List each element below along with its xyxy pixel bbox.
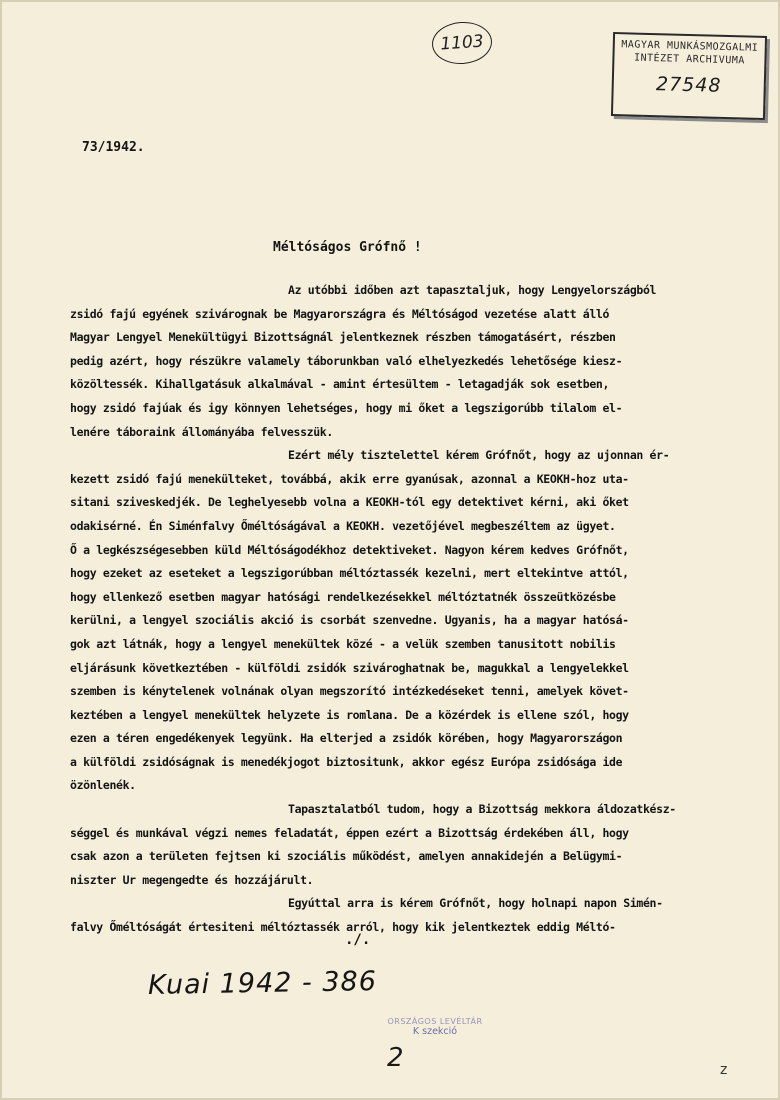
body-line: lenére táboraink állományába felvesszük. [70,424,333,439]
body-line: sitani sziveskedjék. De leghelyesebb volna a KEOKH-tól egy detektivet kérni, aki őket [70,495,629,510]
handwritten-page-number: 1103 [431,20,494,66]
body-line: hogy ezeket az eseteket a legszigorúbban méltóztassék kezelni, mert eltekintve attól, [70,566,629,581]
archive-stamp-box [611,32,767,120]
body-line: a külföldi zsidóságnak is menedékjogot biztositunk, akkor egész Európa zsidósága ide [70,754,623,769]
body-line: odakisérné. Én Siménfalvy Őméltóságával a KEOKH. vezetőjével megbeszéltem az ügyet. [70,518,616,533]
body-line: eljárásunk következtében - külföldi zsidók szivároghatnak be, magukkal a lengyelekkel [70,660,629,675]
body-line: falvy Őméltóságát értesiteni méltóztassék arról, hogy kik jelentkeztek eddig Méltó- [70,920,616,935]
body-line: Ezért mély tisztelettel kérem Grófnőt, hogy az ujonnan ér- [288,448,670,463]
body-line: közöltessék. Kihallgatásuk alkalmával - amint értesültem - letagadják sok esetben, [70,377,610,392]
body-line: Egyúttal arra is kérem Grófnőt, hogy holnapi napon Simén- [288,896,663,911]
handwritten-mark: z [720,1062,728,1078]
body-line: Tapasztalatból tudom, hogy a Bizottság mekkora áldozatkész- [288,802,676,817]
body-line: Az utóbbi időben azt tapasztaljuk, hogy Lengyelországból [288,283,657,297]
body-line: kerülni, a lengyel szociális akció is csorbát szenvedne. Ugyanis, ha a magyar hatósá- [70,613,629,628]
body-line: niszter Ur megengedte és hozzájárult. [70,872,314,887]
continuation-mark: ./. [345,932,371,948]
stamp-line-1: MAGYAR MUNKÁSMOZGALMI [621,39,759,54]
body-line: ezen a téren engedékenyek legyünk. Ha elterjed a zsidók körében, hogy Magyarországon [70,731,623,746]
body-line: zsidó fajú egyének szivárognak be Magyarországra és Méltóságod vezetése alatt álló [70,306,610,321]
body-line: pedig azért, hogy részükre valamely táborunkban való elhelyezkedés lehetősége kiesz- [70,353,623,368]
body-line: séggel és munkával végzi nemes feladatát, éppen ezért a Bizottság érdekében áll, hogy [70,825,629,840]
handwritten-sheet-number: 2 [387,1043,404,1073]
body-line: hogy zsidó fajúak és igy könnyen lehetséges, hogy mi őket a legszigorúbb tilalom el- [70,400,623,415]
body-line: hogy ellenkező esetben magyar hatósági rendelkezésekkel méltóztatnék összeütközésbe [70,589,616,604]
salutation: Méltóságos Grófnő ! [273,240,422,255]
stamp-line-2: INTÉZET ARCHIVUMA [633,52,745,67]
archive-stamp-line-1: ORSZÁGOS LEVÉLTÁR [387,1017,483,1026]
body-line: keztében a lengyel menekültek helyzete is romlana. De a közérdek is ellene szól, hogy [70,707,629,722]
body-line: Ő a legkészségesebben küld Méltóságodékhoz detektiveket. Nagyon kérem kedves Grófnőt, [70,542,629,557]
body-line: Magyar Lengyel Menekültügyi Bizottságnál jelentkeznek részben támogatásért, részben [70,330,616,345]
letter-body [70,279,770,940]
handwritten-archive-reference: Kuai 1942 - 386 [147,966,378,1001]
body-line: szemben is kénytelenek volnának olyan megszorító intézkedéseket tenni, amelyek követ- [70,684,629,699]
national-archive-stamp [380,1017,490,1037]
archive-stamp-line-2: K szekció [412,1026,458,1037]
body-line: gok azt látnák, hogy a lengyel menekültek közé - a velük szemben tanusitott nobilis [70,636,616,651]
body-line: csak azon a területen fejtsen ki szociális működést, amelyen annakidején a Belügymi- [70,849,623,864]
body-line: özönlenék. [70,778,136,793]
stamp-number: 27548 [655,73,722,97]
body-line: kezett zsidó fajú menekülteket, továbbá, akik erre gyanúsak, azonnal a KEOKH-hoz uta- [70,471,629,486]
document-reference: 73/1942. [82,140,145,155]
